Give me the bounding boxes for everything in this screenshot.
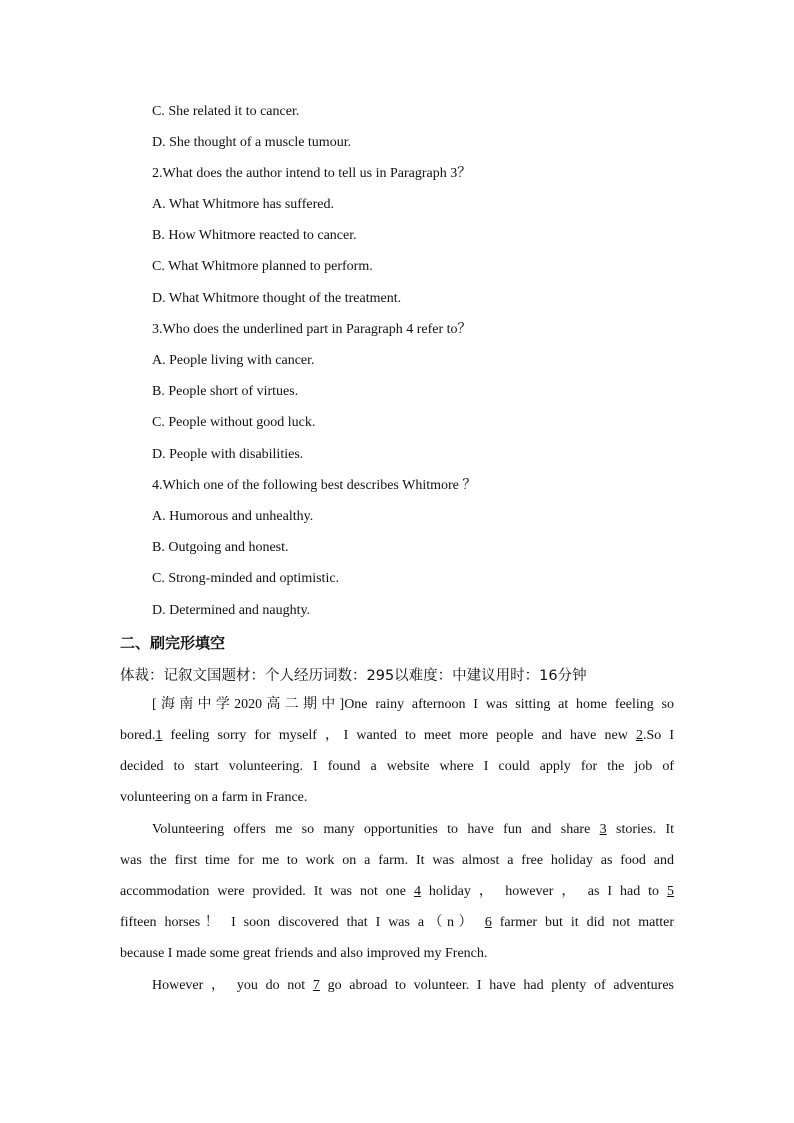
question-option: A. People living with cancer. — [152, 353, 315, 368]
passage-text: stories. It — [606, 822, 674, 837]
passage-text: accommodation were provided. It was not one — [120, 884, 414, 899]
passage-text: go abroad to volunteer. I have had plenty of adventures — [319, 978, 674, 993]
passage-text: feeling sorry for myself ，I wanted to meet more people and have new — [162, 728, 636, 743]
passage-line: because I made some great friends and also improved my French. — [120, 946, 488, 961]
question-stem: 4.Which one of the following best describes Whitmore ？ — [152, 478, 477, 493]
passage-text: However ， you do not — [152, 978, 313, 993]
passage-line: volunteering on a farm in France. — [120, 790, 308, 805]
question-option: D. What Whitmore thought of the treatment. — [152, 291, 402, 306]
passage-line — [120, 907, 674, 938]
question-option: A. Humorous and unhealthy. — [152, 509, 314, 524]
question-option: C. She related it to cancer. — [152, 104, 300, 119]
passage-paragraph-3 — [120, 970, 674, 1001]
passage-text: fifteen horses！ I soon discovered that I was a（n） — [120, 915, 485, 930]
question-option: D. Determined and naughty. — [152, 603, 311, 618]
question-option: B. How Whitmore reacted to cancer. — [152, 228, 357, 243]
question-option: B. People short of virtues. — [152, 384, 299, 399]
question-option: C. People without good luck. — [152, 415, 316, 430]
blank-6: 6 — [484, 915, 492, 930]
passage-meta: 体裁：记叙文国题材：个人经历词数：295以难度：中建议用时：16分钟 — [120, 668, 587, 684]
passage-line — [120, 876, 674, 907]
passage-text: Volunteering offers me so many opportunities to have fun and share — [152, 822, 600, 837]
passage-text: farmer but it did not matter — [491, 915, 674, 930]
passage-line: decided to start volunteering. I found a website where I could apply for the job of — [120, 759, 674, 774]
question-option: B. Outgoing and honest. — [152, 540, 289, 555]
question-option: A. What Whitmore has suffered. — [152, 197, 334, 212]
question-option: C. Strong-minded and optimistic. — [152, 571, 340, 586]
blank-2: 2 — [635, 728, 643, 743]
passage-line — [120, 814, 674, 845]
question-option: D. She thought of a muscle tumour. — [152, 135, 352, 150]
blank-7: 7 — [312, 978, 320, 993]
passage-text: holiday ， however ， as I had to — [420, 884, 668, 899]
passage-paragraph-2 — [120, 814, 674, 969]
passage-line — [120, 970, 674, 1001]
blank-5: 5 — [667, 884, 675, 899]
blank-4: 4 — [413, 884, 421, 899]
passage-text: .So I — [642, 728, 675, 743]
blank-3: 3 — [599, 822, 607, 837]
passage-line: [海南中学2020高二期中]One rainy afternoon I was sitting at home feeling so — [152, 697, 674, 712]
question-stem: 3.Who does the underlined part in Paragraph 4 refer to？ — [152, 322, 472, 337]
question-option: C. What Whitmore planned to perform. — [152, 259, 373, 274]
passage-paragraph-1 — [120, 689, 674, 813]
passage-text: bored. — [120, 728, 156, 743]
passage-line: was the first time for me to work on a farm. It was almost a free holiday as food and — [120, 853, 674, 868]
section-heading: 二、刷完形填空 — [120, 634, 226, 652]
question-stem: 2.What does the author intend to tell us in Paragraph 3？ — [152, 166, 472, 181]
blank-1: 1 — [155, 728, 163, 743]
question-option: D. People with disabilities. — [152, 447, 304, 462]
passage-line — [120, 720, 674, 751]
